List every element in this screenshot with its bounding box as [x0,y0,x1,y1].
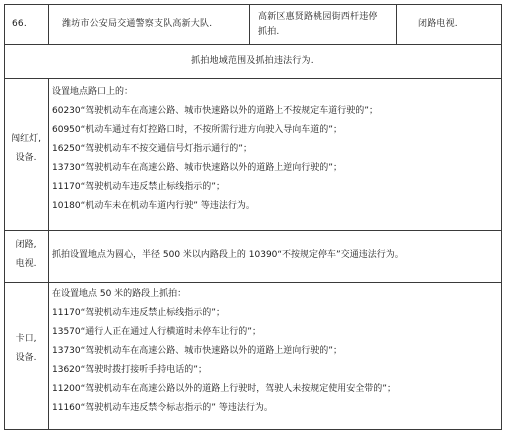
table-rule [4,282,502,283]
section-label-line: 闯红灯, [11,134,41,144]
table-rule [4,78,502,79]
rule-line: 60950“机动车通过有灯控路口时，不按所需行进方向驶入导向车道的”； [52,125,342,135]
table-rule [4,230,502,231]
table-rule [48,78,49,430]
table-rule-top [4,4,502,5]
rule-line: 13570“通行人正在通过人行横道时未停车让行的”； [52,327,261,337]
rule-line: 11170“驾驶机动车违反禁止标线指示的”； [52,182,225,192]
section-body-checkpoint [52,285,500,418]
enforcement-unit: 潍坊市公安局交通警察支队高新大队. [62,19,213,29]
rule-line: 设置地点路口上的： [52,87,134,97]
table-rule-bottom [4,429,502,430]
device-type: 闭路电视. [418,19,458,29]
rule-line: 11170“驾驶机动车违反禁止标线指示的”； [52,308,225,318]
rule-line: 13730“驾驶机动车在高速公路、城市快速路以外的道路上逆向行驶的”； [52,163,342,173]
table-rule [396,4,397,44]
rule-line: 13620“驾驶时拨打接听手持电话的”； [52,365,207,375]
section-label-line: 闭路, [15,240,37,250]
table-rule-left [4,4,5,430]
section-label-cctv [6,236,46,274]
section-label-line: 电视. [15,259,37,269]
table-rule [249,4,250,44]
rule-line: 11200“驾驶机动车在高速公路以外的道路上行驶时，驾驶人未按规定使用安全带的”； [52,384,396,394]
rule-line: 60230“驾驶机动车在高速公路、城市快速路以外的道路上不按规定车道行驶的”； [52,106,378,116]
scope-heading: 抓拍地域范围及抓拍违法行为. [191,56,314,66]
rule-line: 10180“机动车未在机动车道内行驶” 等违法行为。 [52,201,255,211]
section-label-checkpoint [6,330,46,368]
location-line-1: 高新区惠贤路桃园街西杆违停 [258,12,378,22]
section-label-line: 设备. [15,153,37,163]
section-body-cctv [52,246,500,265]
location-line-2: 抓拍. [258,27,280,37]
section-label-red-light [6,130,46,168]
rule-line: 抓拍设置地点为圆心，半径 500 米以内路段上的 10390“不按规定停车”交通违法行为。 [52,250,404,260]
section-body-red-light [52,83,500,216]
table-rule [4,44,502,45]
section-label-line: 卡口, [15,334,37,344]
rule-line: 11160“驾驶机动车违反禁令标志指示的” 等违法行为。 [52,403,273,413]
table-rule [48,4,49,44]
rule-line: 13730“驾驶机动车在高速公路、城市快速路以外的道路上逆向行驶的”； [52,346,342,356]
rule-line: 在设置地点 50 米的路段上抓拍： [52,289,187,299]
rule-line: 16250“驾驶机动车不按交通信号灯指示通行的”； [52,144,252,154]
table-rule-right [501,4,502,430]
row-number: 66. [12,19,27,29]
section-label-line: 设备. [15,353,37,363]
